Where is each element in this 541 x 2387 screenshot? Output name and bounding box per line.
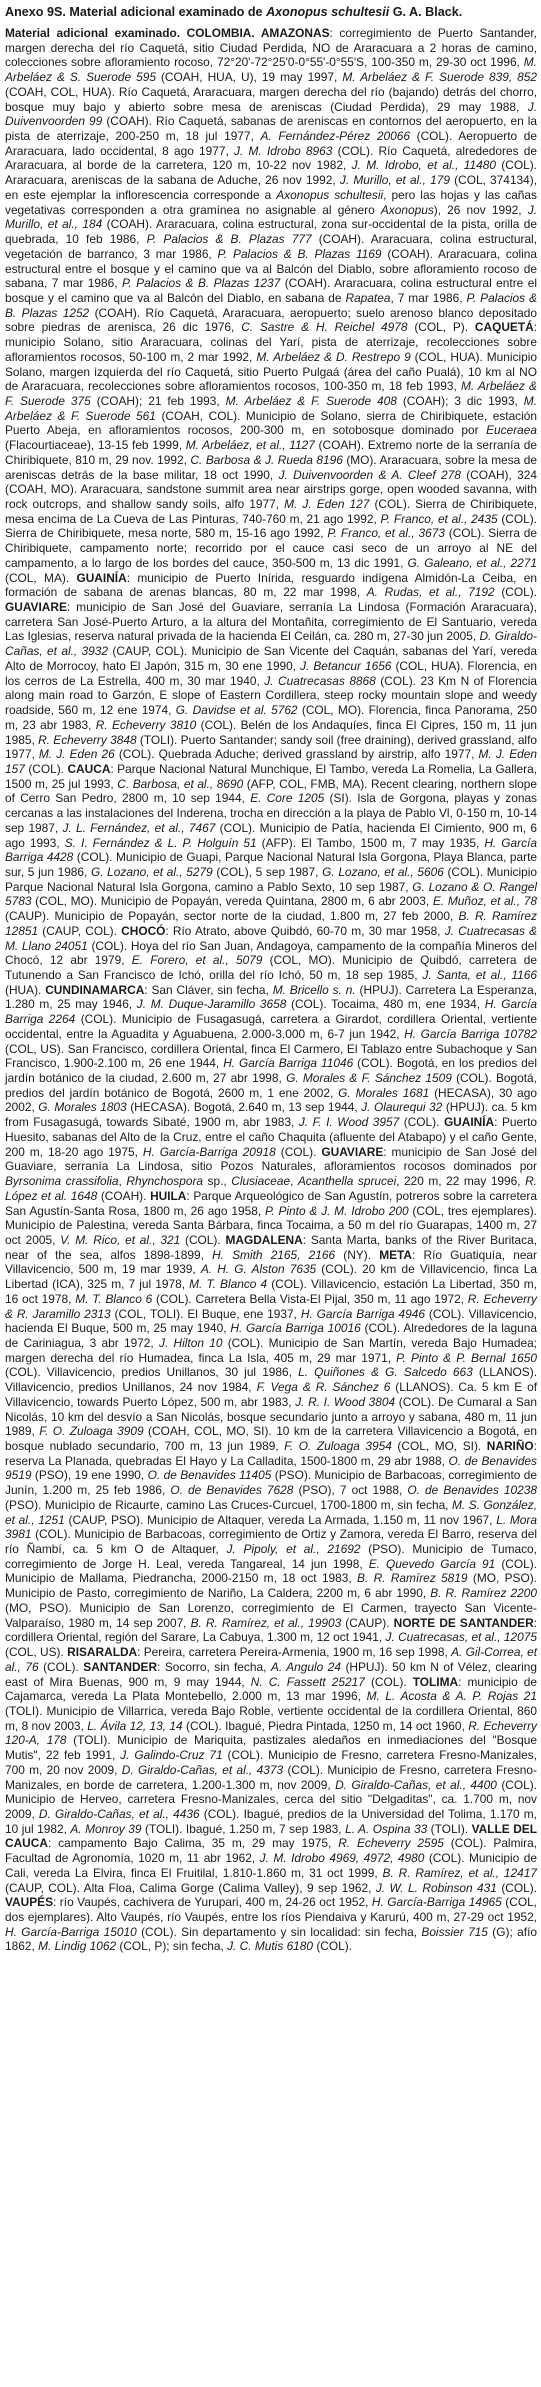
annex-title: Anexo 9S. Material adicional examinado de Axonopus schultesii G. A. Black. bbox=[5, 5, 463, 19]
specimen-list-paragraph: Material adicional examinado. COLOMBIA. AMAZONAS: corregimiento de Puerto Santander, margen derecha del río Caquetá, sitio Ciudad Perdida, NO de Araracuara a 2 horas de camino, colecciones sobre afloramiento rocoso, 72°20'-72°25'0-0°55'-0°55'S, 100-350 m, 29-30 oct 1996, M. Arbeláez & S. Suerode 595 (COAH, HUA, U), 19 may 1997, M. Arbeláez & F. Suerode 839, 852 (COAH, COL, HUA). Río Caquetá, Araracuara, margen derecha del río (bajando) detrás del chorro, bosque muy bajo y abierto sobre mesa de areniscas (Ciudad Perdida), 29 may 1988, J. Duivenvoorden 99 (COAH). Río Caquetá, sabanas de areniscas en contornos del aeropuerto, en la pista de aterrizaje, 200-250 m, 18 jul 1977, A. Fernández-Pérez 20066 (COL). Aeropuerto de Araracuara, lado occidental, 8 ago 1977, J. M. Idrobo 8963 (COL). Río Caquetá, alrededores de Araracuara, al borde de la carretera, 120 m, 10-22 nov 1982, J. M. Idrobo, et al., 11480 (COL). Araracuara, areniscas de la sabana de Aduche, 26 nov 1992, J. Murillo, et al., 179 (COL, 374134), en este ejemplar la inflorescencia corresponde a Axonopus schultesii, pero las hojas y las cañas vegetativas corresponden a otra gramínea no asignable al género Axonopus), 26 nov 1992, J. Murillo, et al., 184 (COAH). Araracuara, colina estructural, zona sur-occidental de la pista, orilla de quebrada, 10 feb 1986, P. Palacios & B. Plazas 777 (COAH). Araracuara, colina estructural, vegetación de barranco, 3 mar 1986, P. Palacios & B. Plazas 1169 (COAH). Araracuara, colina estructural entre el bosque y el camino que va al Balcón del Diablo, sobre afloramiento rocoso de sabana, 7 mar 1986, P. Palacios & B. Plazas 1237 (COAH). Araracuara, colina estructural entre el bosque y el camino que va al Balcón del Diablo, en sabana de Rapatea, 7 mar 1986, P. Palacios & B. Plazas 1252 (COAH). Río Caquetá, Araracuara, aeropuerto; suelo arenoso blanco depositado sobre piedras de arenisca, 26 dic 1976, C. Sastre & H. Reichel 4978 (COL, P). CAQUETÁ: municipio Solano, sitio Araracuara, colinas del Yarí, pista de aterrizaje, recolecciones sobre afloramientos rocosos, 50-100 m, 2 mar 1992, M. Arbeláez & D. Restrepo 9 (COL, HUA). Municipio Solano, margen izquierda del río Caquetá, sitio Puerto Pulgaá (área del caño Pualá), 10 km al NO de Araracuara, recolecciones sobre afloramientos rocosos, 100-350 m, 18 feb 1993, M. Arbeláez & F. Suerode 375 (COAH); 21 feb 1993, M. Arbeláez & F. Suerode 408 (COAH); 3 dic 1993, M. Arbeláez & F. Suerode 561 (COAH, COL). Municipio de Solano, sierra de Chiribiquete, estación Puerto Abeja, en afloramientos rocosos, 200-300 m, en sotobosque dominado por Euceraea (Flacourtiaceae), 13-15 feb 1999, M. Arbeláez, et al., 1127 (COAH). Extremo norte de la serranía de Chiribiquete, 810 m, 29 nov. 1992, C. Barbosa & J. Rueda 8196 (MO). Araracuara, sobre la mesa de areniscas detrás de la base militar, 18 oct 1990, J. Duivenvoorden & A. Cleef 278 (COAH), 324 (COAH, MO). Araracuara, sandstone summit area near airstrips gorge, open wooded savanna, with rock outcrops, and shallow sandy soils, alfo 1977, M. J. Eden 127 (COL). Sierra de Chiribiquete, mesa encima de La Cueva de Las Pinturas, 740-760 m, 21 ago 1992, P. Franco, et al., 2435 (COL). Sierra de Chiribiquete, mesa norte, 580 m, 15-16 ago 1992, P. Franco, et al., 3673 (COL). Sierra de Chiribiquete, campamento norte; recorrido por el cauce casi seco de un arroyo al NE del campamento, a lo largo de los bordes del cauce, 350-500 m, 13 dic 1991, G. Galeano, et al., 2271 (COL, MA). GUAINÍA: municipio de Puerto Inírida, resguardo indígena Almidón-La Ceiba, en formación de sabana de arenas blancas, 80 m, 22 mar 1998, A. Rudas, et al., 7192 (COL). GUAVIARE: municipio de San José del Guaviare, serranía La Lindosa (Formación Araracuara), carretera San José-Puerto Arturo, a la altura del Montañita, corregimiento de El Santuario, vereda Las Iglesias, reserva natural privada de la hacienda El Ceilán, ca. 280 m, 27-30 jun 2005, D. Giraldo-Cañas, et al., 3932 (CAUP, COL). Municipio de San Vicente del Caquán, sabanas del Yarí, vereda Alto de Morrocoy, hato El Japón, 315 m, 30 ene 1990, J. Betancur 1656 (COL, HUA). Florencia, en los cerros de La Estrella, 400 m, 30 mar 1940, J. Cuatrecasas 8868 (COL). 23 Km N of Florencia along main road to Garzón, E slope of Eastern Cordillera, steep rocky mountain slope and weedy roadside, 560 m, 12 ene 1974, G. Davidse et al. 5762 (COL, MO). Florencia, finca Panorama, 250 m, 23 abr 1983, R. Echeverry 3810 (COL). Belén de los Andaquíes, finca El Cipres, 150 m, 11 jun 1985, R. Echeverry 3848 (TOLI). Puerto Santander; sandy soil (free draining), derived grassland, alfo 1977, M. J. Eden 26 (COL). Quebrada Aduche; derived grassland by airstrip, alfo 1977, M. J. Eden 157 (COL). CAUCA: Parque Nacional Natural Munchique, El Tambo, vereda La Romelia, La Gallera, 1500 m, 25 jul 1993, C. Barbosa, et al., 8690 (AFP, COL, FMB, MA). Recent clearing, northern slope of Cerro San Pedro, 2800 m, 10 sep 1944, E. Core 1205 (SI). Isla de Gorgona, playas y zonas cercanas a las instalaciones del Inderena, trocha en dirección a la playa de Pablo Vl, 0-150 m, 10-14 sep 1987, J. L. Fernández, et al., 7467 (COL). Municipio de Patía, hacienda El Cimiento, 900 m, 6 ago 1993, S. I. Fernández & L. P. Holguín 51 (AFP). El Tambo, 1500 m, 7 may 1935, H. García Barriga 4428 (COL). Municipio de Guapi, Parque Nacional Natural Isla Gorgona, Playa Blanca, parte sur, 5 jun 1986, G. Lozano, et al., 5279 (COL), 5 sep 1987, G. Lozano, et al., 5606 (COL). Municipio Parque Nacional Natural Isla Gorgona, camino a Pablo Sexto, 10 sep 1987, G. Lozano & O. Rangel 5783 (COL, MO). Municipio de Popayán, vereda Quintana, 2800 m, 6 abr 2003, E. Muñoz, et al., 78 (CAUP). Municipio de Popayán, sector norte de la ciudad, 1.800 m, 27 feb 2000, B. R. Ramírez 12851 (CAUP, COL). CHOCÓ: Río Atrato, above Quibdó, 60-70 m, 30 mar 1958, J. Cuatrecasas & M. Llano 24051 (COL). Hoya del río San Juan, Andagoya, campamento de la compañía Mineros del Chocó, 12 abr 1979, E. Forero, et al., 5079 (COL, MO). Municipio de Quibdó, carretera de Tutunendo a San Francisco de Ichó, orilla del río Ichó, 50 m, 18 sep 1985, J. Santa, et al., 1166 (HUA). CUNDINAMARCA: San Cláver, sin fecha, M. Bricello s. n. (HPUJ). Carretera La Esperanza, 1.280 m, 25 may 1946, J. M. Duque-Jaramillo 3658 (COL). Tocaima, 480 m, ene 1934, H. García Barriga 2264 (COL). Municipio de Fusagasugá, carretera a Girardot, cordillera Oriental, vertiente occidental, entre la Aguadita y Aguabuena, 2.000-3.000 m, 6-7 jun 1942, H. García Barriga 10782 (COL, US). San Francisco, cordillera Oriental, finca El Carmero, El Tablazo entre Subachoque y San Francisco, 1.900-2.100 m, 26 ene 1944, H. García Barriga 11046 (COL). Bogotá, en los predios del jardín botánico de la ciudad, 2.600 m, 27 abr 1998, G. Morales & F. Sánchez 1509 (COL). Bogotá, predios del jardín botánico de Bogotá, 2600 m, 1 ene 2002, G. Morales 1681 (HECASA), 30 ago 2002, G. Morales 1803 (HECASA). Bogotá, 2.640 m, 13 sep 1944, J. Olaurequi 32 (HPUJ). ca. 5 km from Fusagasugá, towards Sibaté, 1900 m, abr 1983, J. F. I. Wood 3957 (COL). GUAINÍA: Puerto Huesito, sabanas del Alto de la Cruz, entre el caño Chaquita (afluente del Atabapo) y el caño Gente, 200 m, 18-20 ago 1975, H. García-Barriga 20918 (COL). GUAVIARE: municipio de San José del Guaviare, serranía La Lindosa, sitio Pozos Naturales, afloramientos rocosos dominados por Byrsonima crassifolia, Rhynchospora sp., Clusiaceae, Acanthella sprucei, 220 m, 22 may 1996, R. López et al. 1648 (COAH). HUILA: Parque Arqueológico de San Agustín, potreros sobre la carretera San Agustín-Santa Rosa, 1800 m, 26 ago 1958, P. Pinto & J. M. Idrobo 200 (COL, tres ejemplares). Municipio de Palestina, vereda Santa Bárbara, finca Tocaima, a 50 m del río Guarapas, 1400 m, 27 oct 2005, V. M. Rico, et al., 321 (COL). MAGDALENA: Santa Marta, banks of the River Buritaca, near of the sea, alfos 1898-1899, H. Smith 2165, 2166 (NY). META: Río Guatiquía, near Villavicencio, 500 m, 19 mar 1939, A. H. G. Alston 7635 (COL). 20 km de Villavicencio, finca La Libertad (ICA), 325 m, 7 jul 1978, M. T. Blanco 4 (COL). Villavicencio, estación La Libertad, 350 m, 16 oct 1978, M. T. Blanco 6 (COL). Carretera Bella Vista-El Pijal, 350 m, 11 ago 1972, R. Echeverry & R. Jaramillo 2313 (COL, TOLI). El Buque, ene 1937, H. García Barriga 4946 (COL). Villavicencio, hacienda El Buque, 500 m, 25 may 1940, H. García Barriga 10016 (COL). Alrededores de la laguna de Cariniagua, 3 abr 1972, J. Hilton 10 (COL). Municipio de San Martín, vereda Bajo Humadea; margen derecha del río Humadea, finca La Isla, 405 m, 29 mar 1971, P. Pinto & P. Bernal 1650 (COL). Villavicencio, predios Unillanos, 30 jul 1986, L. Quiñones & G. Salcedo 663 (LLANOS). Villavicencio, predios Unillanos, 24 nov 1984, F. Vega & R. Sánchez 6 (LLANOS). Ca. 5 km E of Villavicencio, towards Puerto López, 500 m, abr 1983, J. R. I. Wood 3804 (COL). De Cumaral a San Nicolás, 10 km del desvío a San Nicolás, bosque secundario junto a arroyo y sabana, 480 m, 11 jun 1989, F. O. Zuloaga 3909 (COAH, COL, MO, SI). 10 km de la carretera Villavicencio a Bogotá, en bosque nublado secundario, 700 m, 13 jun 1989, F. O. Zuloaga 3954 (COL, MO, SI). NARIÑO: reserva La Planada, quebradas El Hayo y La Calladita, 1500-1800 m, 29 abr 1988, O. de Benavides 9519 (PSO), 19 ene 1990, O. de Benavides 11405 (PSO). Municipio de Barbacoas, corregimiento de Junín, 1.200 m, 25 feb 1986, O. de Benavides 7628 (PSO), 7 oct 1988, O. de Benavides 10238 (PSO). Municipio de Ricaurte, camino Las Cruces-Curcuel, 1700-1800 m, sin fecha, M. S. González, et al., 1251 (CAUP, PSO). Municipio de Altaquer, vereda La Armada, 1.150 m, 11 nov 1967, L. Mora 3981 (COL). Municipio de Barbacoas, corregimiento de Ortiz y Zamora, vereda El Barro, reserva del río Ñambí, ca. 5 km O de Altaquer, J. Pipoly, et al., 21692 (PSO). Municipio de Tumaco, corregimiento de Jorge H. Leal, vereda Tangareal, 14 jun 1998, E. Quevedo García 91 (COL). Municipio de Mallama, Piedrancha, 2000-2150 m, 18 oct 1983, B. R. Ramírez 5819 (MO, PSO). Municipio de Pasto, corregimiento de Nariño, La Caldera, 2200 m, 6 abr 1990, B. R. Ramírez 2200 (MO, PSO). Municipio de San Lorenzo, corregimiento de El Carmen, trayecto San Vicente-Valparaíso, 1980 m, 14 sep 2007, B. R. Ramírez, et al., 19903 (CAUP). NORTE DE SANTANDER: cordillera Oriental, región del Sarare, La Cabuya, 1.300 m, 12 oct 1941, J. Cuatrecasas, et al., 12075 (COL, US). RISARALDA: Pereira, carretera Pereira-Armenia, 1900 m, 16 sep 1998, A. Gil-Correa, et al., 76 (COL). SANTANDER: Socorro, sin fecha, A. Angulo 24 (HPUJ). 50 km N of Vélez, clearing east of Mira Buenas, 900 m, 9 may 1944, N. C. Fassett 25217 (COL). TOLIMA: municipio de Cajamarca, vereda La Plata Montebello, 2.000 m, 13 mar 1996, M. L. Acosta & A. P. Rojas 21 (TOLI). Municipio de Villarrica, vereda Bajo Roble, vertiente occidental de la cordillera Oriental, 860 m, 8 nov 2003, L. Ávila 12, 13, 14 (COL). Ibagué, Piedra Pintada, 1250 m, 14 oct 1960, R. Echeverry 120-A, 178 (TOLI). Municipio de Mariquita, pastizales aledaños en inmediaciones del "Bosque Mutis", 22 feb 1991, J. Galindo-Cruz 71 (COL). Municipio de Fresno, carretera Fresno-Manizales, 700 m, 20 nov 2009, D. Giraldo-Cañas, et al., 4373 (COL). Municipio de Fresno, carretera Fresno-Manizales, en borde de carretera, 1.200-1.300 m, nov 2009, D. Giraldo-Cañas, et al., 4400 (COL). Municipio de Herveo, carretera Fresno-Manizales, cerca del sitio "Delgaditas", ca. 1.700 m, nov 2009, D. Giraldo-Cañas, et al., 4436 (COL). Ibagué, predios de la Universidad del Tolima, 1.170 m, 10 jul 1982, A. Monroy 39 (TOLI). Ibagué, 1.250 m, 7 sep 1983, L. A. Ospina 33 (TOLI). VALLE DEL CAUCA: campamento Bajo Calima, 35 m, 29 may 1975, R. Echeverry 2595 (COL). Palmira, Facultad de Agronomía, 1020 m, 11 abr 1962, J. M. Idrobo 4969, 4972, 4980 (COL). Municipio de Cali, vereda La Elvira, finca El Fruitilal, 1.810-1.860 m, 31 oct 1999, B. R. Ramírez, et al., 12417 (CAUP, COL). Alta Floa, Calima Gorge (Calima Valley), 9 sep 1962, J. W. L. Robinson 431 (COL). VAUPÉS: río Vaupés, cachivera de Yurupari, 400 m, 24-26 oct 1952, H. García-Barriga 14965 (COL, dos ejemplares). Alto Vaupés, río Vaupés, entre los ríos Piendaiva y Karurú, 400 m, 27-29 oct 1952, H. García-Barriga 15010 (COL). Sin departamento y sin localidad: sin fecha, Boissier 715 (G); afío 1862, M. Lindig 1062 (COL, P); sin fecha, J. C. Mutis 6180 (COL). bbox=[5, 26, 538, 1954]
